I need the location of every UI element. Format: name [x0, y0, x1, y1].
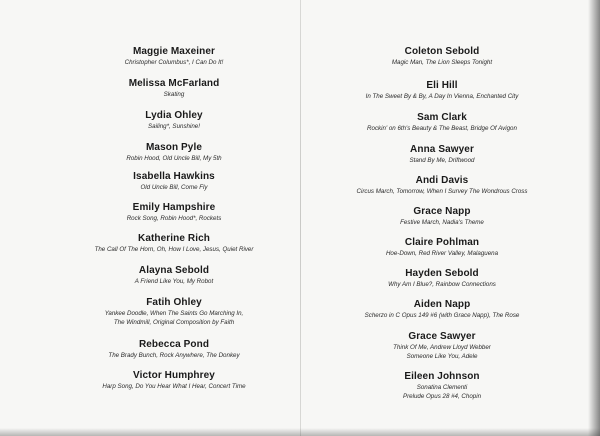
piece-titles: Festive March, Nadia's Theme — [400, 219, 484, 226]
piece-titles: Stand By Me, Driftwood — [409, 157, 475, 164]
performer-name: Melissa McFarland — [128, 78, 220, 89]
performer-entry — [312, 268, 572, 289]
scan-bottom-shadow — [0, 428, 600, 436]
performer-name: Fatih Ohley — [146, 297, 202, 308]
performer-entry — [312, 371, 572, 401]
piece-titles: Prelude Opus 28 #4, Chopin — [402, 393, 482, 400]
performer-entry — [312, 80, 572, 101]
performer-entry — [312, 46, 572, 67]
piece-titles: The Brady Bunch, Rock Anywhere, The Donkey — [108, 352, 240, 359]
piece-titles: Think Of Me, Andrew Lloyd Webber — [393, 344, 491, 351]
piece-titles: Robin Hood, Old Uncle Bill, My 5th — [126, 155, 222, 162]
performer-name: Katherine Rich — [138, 233, 210, 244]
performer-name: Lydia Ohley — [145, 110, 203, 121]
performer-entry — [44, 142, 304, 163]
piece-titles: Circus March, Tomorrow, When I Survey The Wondrous Cross — [356, 188, 528, 195]
piece-titles: Sailing*, Sunshine! — [148, 123, 200, 130]
piece-titles: Old Uncle Bill, Come Fly — [140, 184, 208, 191]
performer-name: Rebecca Pond — [138, 339, 210, 350]
piece-titles: Why Am I Blue?, Rainbow Connections — [388, 281, 496, 288]
performer-name: Grace Sawyer — [408, 331, 476, 342]
performer-entry — [44, 78, 304, 99]
performer-entry — [44, 46, 304, 67]
performer-entry — [312, 144, 572, 165]
performer-entry — [44, 370, 304, 391]
performer-entry — [44, 202, 304, 223]
right-column — [312, 36, 572, 401]
performer-entry — [312, 175, 572, 196]
scan-edge-shadow — [588, 0, 600, 436]
performer-name: Claire Pohlman — [404, 237, 480, 248]
performer-name: Mason Pyle — [145, 142, 203, 153]
performer-entry — [44, 297, 304, 327]
performer-entry — [44, 339, 304, 360]
performer-name: Coleton Sebold — [404, 46, 480, 57]
piece-titles: Yankee Doodle, When The Saints Go Marching In, — [104, 310, 244, 317]
performer-name: Sam Clark — [417, 112, 467, 123]
performer-entry — [44, 110, 304, 131]
performer-entry — [44, 265, 304, 286]
performer-name: Hayden Sebold — [405, 268, 479, 279]
left-column — [44, 36, 304, 391]
performer-name: Emily Hampshire — [132, 202, 216, 213]
performer-name: Alayna Sebold — [138, 265, 210, 276]
performer-name: Aiden Napp — [413, 299, 471, 310]
piece-titles: Rock Song, Robin Hood*, Rockets — [126, 215, 222, 222]
piece-titles: In The Sweet By & By, A Day In Vienna, Enchanted City — [365, 93, 519, 100]
piece-titles: A Friend Like You, My Robot — [134, 278, 214, 285]
performer-entry — [312, 331, 572, 361]
piece-titles: Hoe-Down, Red River Valley, Malaguena — [385, 250, 499, 257]
piece-titles: Scherzo in C Opus 149 #6 (with Grace Napp), The Rose — [364, 312, 520, 319]
performer-name: Eileen Johnson — [404, 371, 480, 382]
performer-entry — [312, 299, 572, 320]
piece-titles: Someone Like You, Adele — [406, 353, 478, 360]
performer-entry — [44, 171, 304, 192]
performer-entry — [44, 233, 304, 254]
piece-titles: Rockin' on 6th's Beauty & The Beast, Bridge Of Avigon — [367, 125, 517, 132]
performer-name: Isabella Hawkins — [133, 171, 215, 182]
performer-name: Anna Sawyer — [410, 144, 474, 155]
performer-entry — [312, 237, 572, 258]
performer-name: Andi Davis — [415, 175, 469, 186]
piece-titles: Magic Man, The Lion Sleeps Tonight — [391, 59, 493, 66]
piece-titles: Sonatina Clementi — [416, 384, 468, 391]
piece-titles: The Windmill, Original Composition by Faith — [113, 319, 235, 326]
performer-name: Eli Hill — [426, 80, 458, 91]
piece-titles: Harp Song, Do You Hear What I Hear, Concert Time — [102, 383, 246, 390]
piece-titles: The Call Of The Horn, Oh, How I Love, Jesus, Quiet River — [94, 246, 254, 253]
performer-name: Victor Humphrey — [133, 370, 215, 381]
performer-entry — [312, 112, 572, 133]
piece-titles: Skating — [163, 91, 185, 98]
performer-name: Maggie Maxeiner — [132, 46, 216, 57]
performer-entry — [312, 206, 572, 227]
performer-name: Grace Napp — [413, 206, 471, 217]
piece-titles: Christopher Columbus*, I Can Do It! — [124, 59, 224, 66]
